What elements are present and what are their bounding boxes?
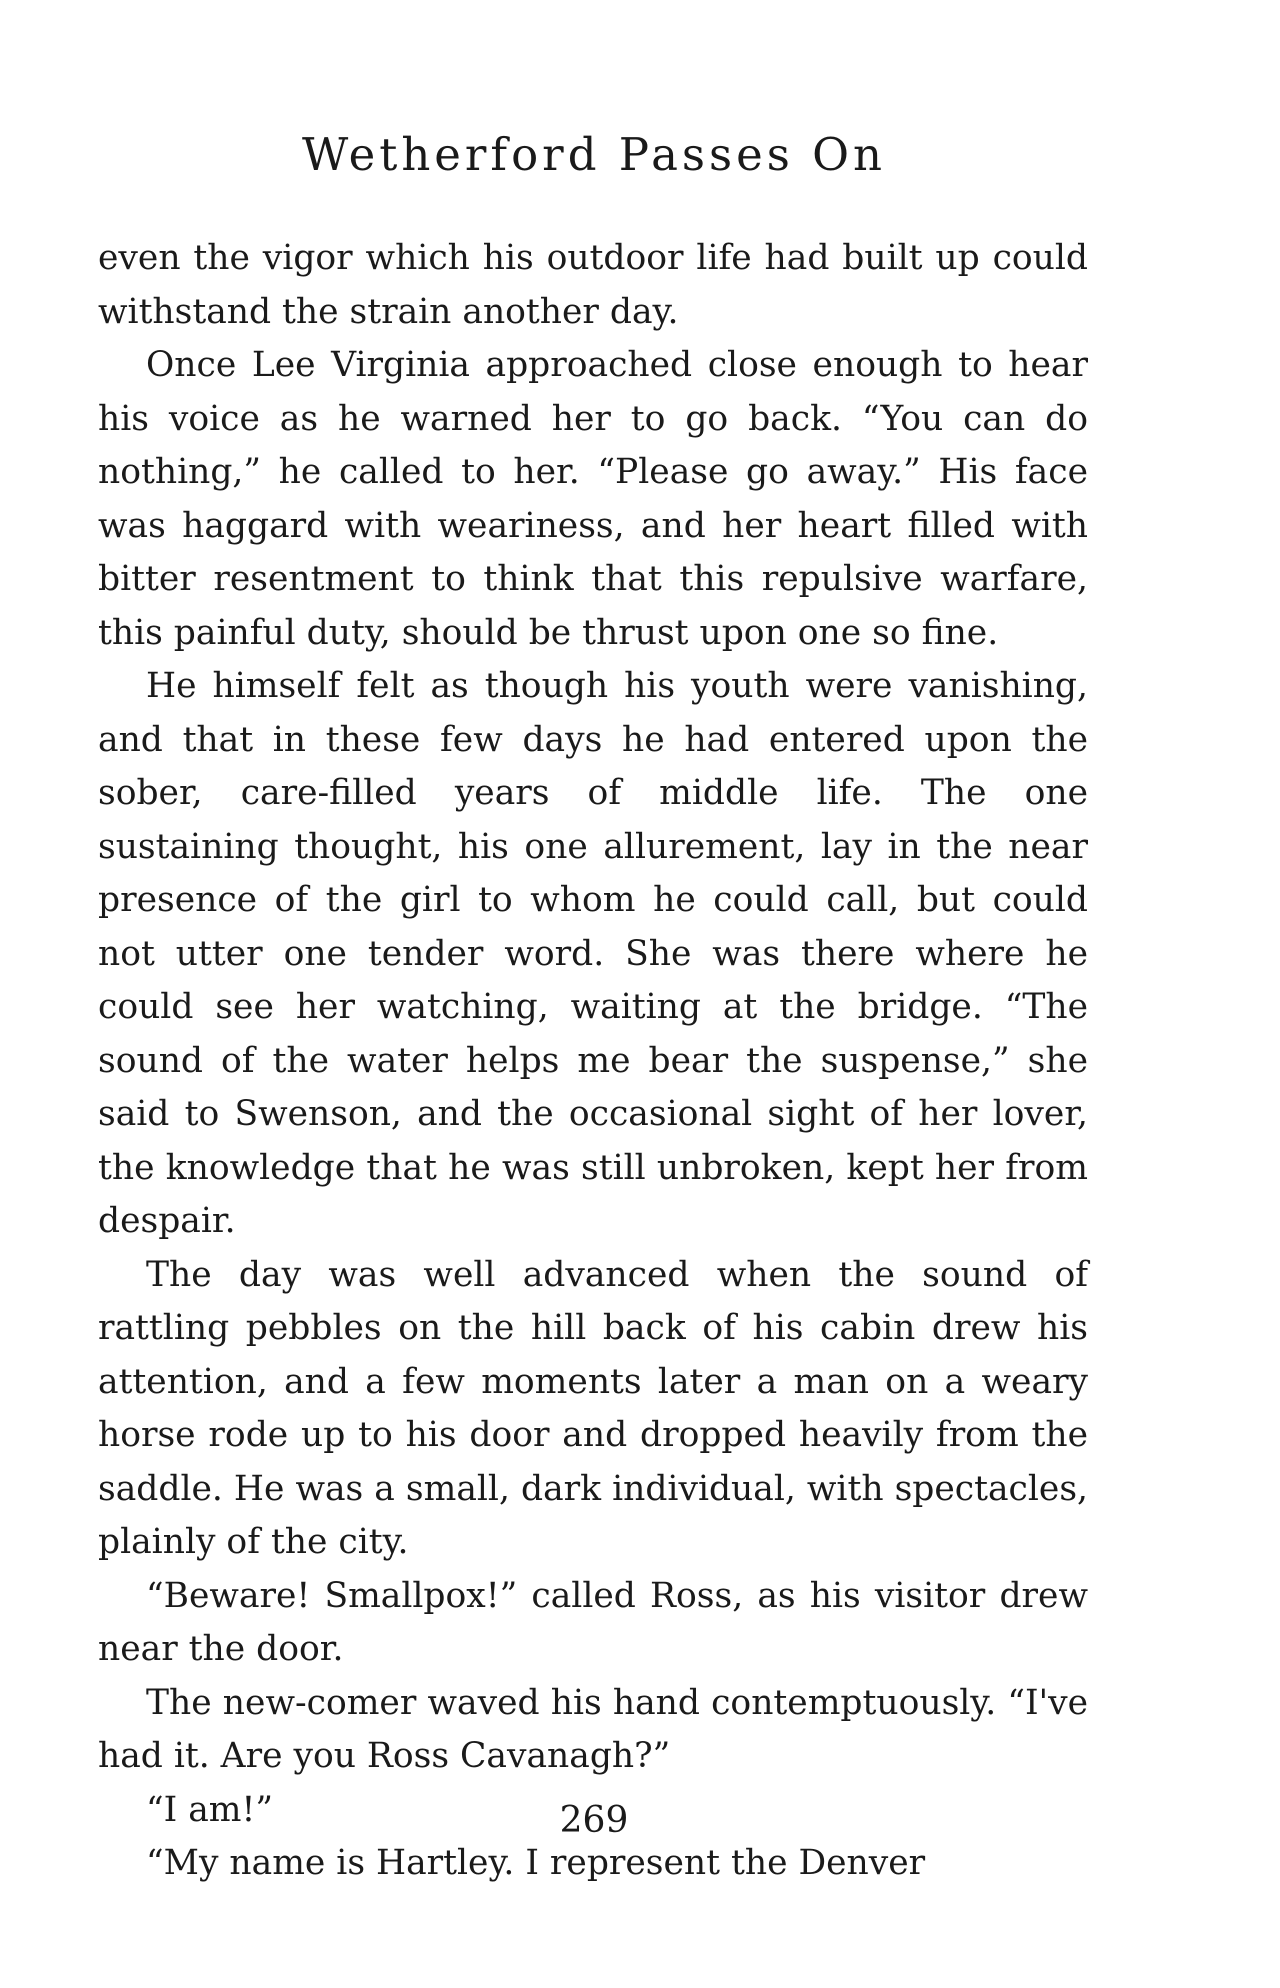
page-number: 269 xyxy=(559,1800,629,1841)
paragraph: “My name is Hartley. I represent the Denver xyxy=(146,1843,926,1883)
paragraph: “Beware! Smallpox!” called Ross, as his visitor drew near the door. xyxy=(98,1575,1088,1669)
paragraph: He himself felt as though his youth were vanishing, and that in these few days he had entered upon the sober, care-filled years of middle life. The one sustaining thought, his one allurement, lay in the near presence of the girl to whom he could call, but could not utter one tender word. She was there where he could see her watching, waiting at the bridge. “The sound of the water helps me bear the suspense,” she said to Swenson, and the occasional sight of her lover, the knowledge that he was still unbroken, kept her from despair. xyxy=(98,666,1088,1241)
paragraph: even the vigor which his outdoor life had built up could withstand the strain another day. xyxy=(98,238,1088,332)
body-text xyxy=(98,232,1088,1891)
paragraph: Once Lee Virginia approached close enough to hear his voice as he warned her to go back. “You can do nothing,” he called to her. “Please go away.” His face was haggard with weariness, and her heart filled with bitter resentment to think that this repulsive warfare, this painful duty, should be thrust upon one so fine. xyxy=(98,345,1088,653)
paragraph: “I am!” xyxy=(146,1789,274,1830)
paragraph: The new-comer waved his hand contemptuously. “I've had it. Are you Ross Cavanagh?” xyxy=(98,1682,1088,1776)
running-title: Wetherford Passes On xyxy=(302,128,886,181)
paragraph: The day was well advanced when the sound of rattling pebbles on the hill back of his cabin drew his attention, and a few moments later a man on a weary horse rode up to his door and dropped heavily from the saddle. He was a small, dark individual, with spectacles, plainly of the city. xyxy=(98,1254,1088,1562)
